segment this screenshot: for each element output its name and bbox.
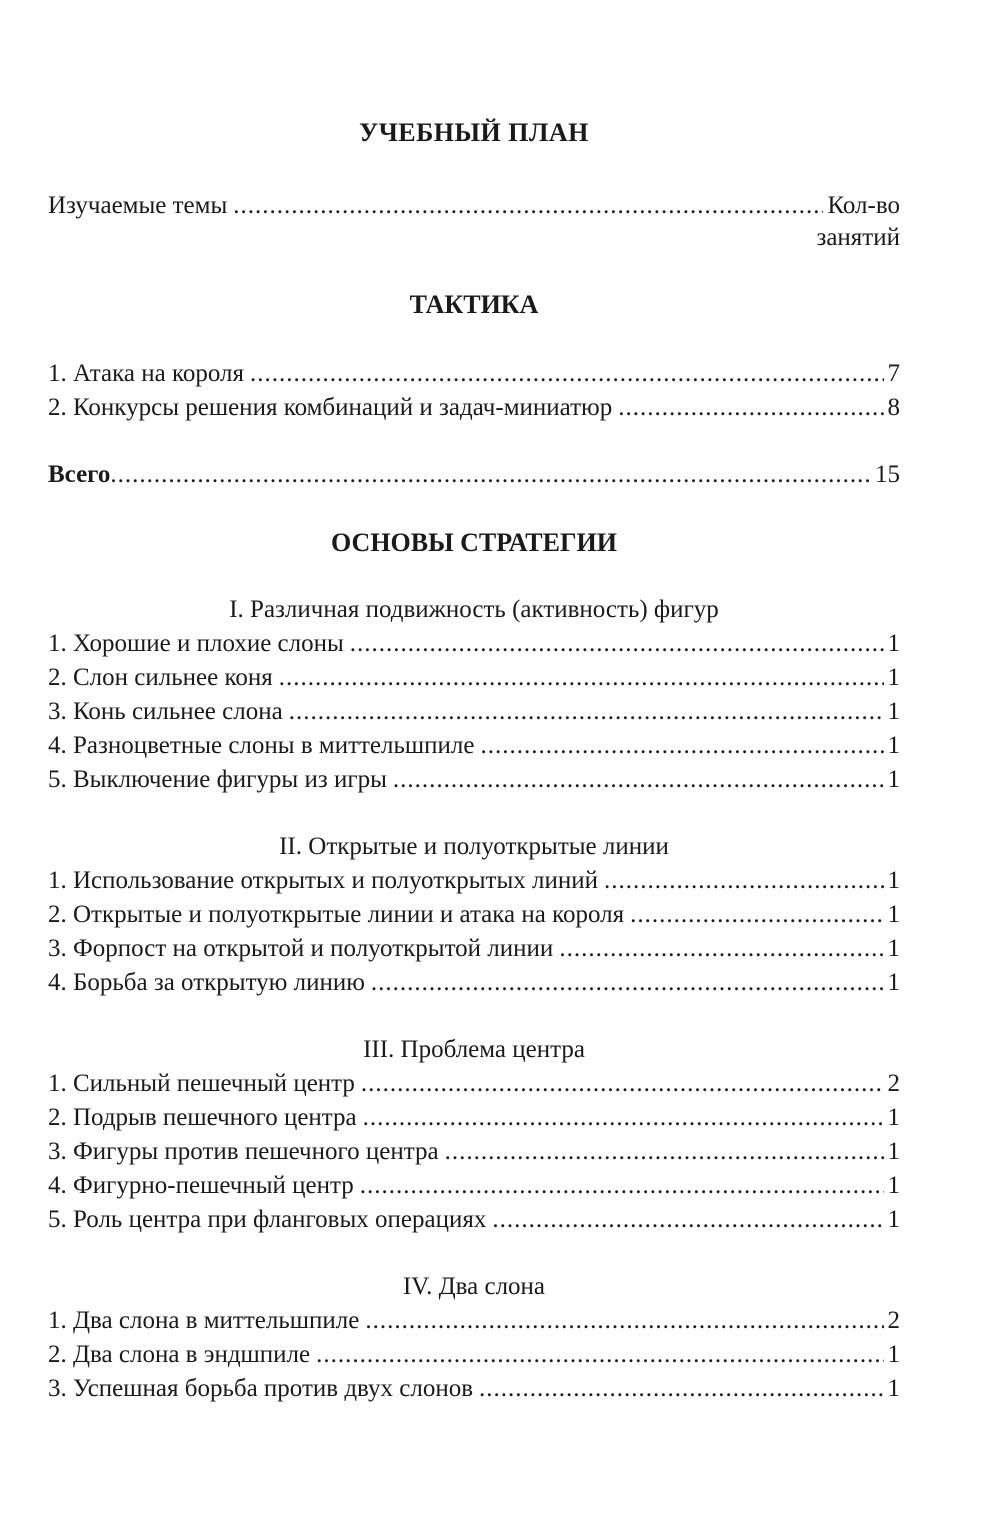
- table-row: [48, 1172, 900, 1200]
- lesson-count: 2: [887, 1307, 900, 1334]
- table-row: [48, 901, 900, 929]
- leader-dots: [250, 360, 884, 388]
- leader-dots: [360, 1172, 884, 1200]
- table-row: [48, 1104, 900, 1132]
- section-title-tactics: ТАКТИКА: [409, 290, 539, 319]
- leader-dots: [279, 664, 884, 692]
- leader-dots: [316, 1341, 883, 1369]
- table-row: [48, 969, 900, 997]
- lesson-count: 1: [887, 901, 900, 928]
- count-header-line2: занятий: [816, 224, 900, 251]
- lesson-count: 1: [887, 1206, 900, 1233]
- leader-dots: [350, 630, 884, 658]
- topic-label: 1. Сильный пешечный центр: [48, 1070, 355, 1097]
- lesson-count: 8: [887, 394, 900, 421]
- lesson-count: 1: [887, 1375, 900, 1402]
- section-title-strategy: ОСНОВЫ СТРАТЕГИИ: [331, 528, 617, 557]
- leader-dots: [618, 394, 883, 422]
- topic-label: 5. Выключение фигуры из игры: [48, 766, 387, 793]
- lesson-count: 1: [887, 698, 900, 725]
- lesson-count: 1: [887, 1138, 900, 1165]
- leader-dots: [365, 1307, 883, 1335]
- leader-dots: [289, 698, 884, 726]
- topic-label: 3. Успешная борьба против двух слонов: [48, 1375, 474, 1402]
- table-row: [48, 664, 900, 692]
- lesson-count: 7: [887, 360, 900, 387]
- lesson-count: 2: [887, 1070, 900, 1097]
- table-row: [48, 766, 900, 794]
- topic-label: 2. Слон сильнее коня: [48, 664, 273, 691]
- topic-label: 1. Атака на короля: [48, 360, 244, 387]
- topic-label: 3. Фигуры против пешечного центра: [48, 1138, 439, 1165]
- table-row: [48, 935, 900, 963]
- topic-label: 5. Роль центра при фланговых операциях: [48, 1206, 487, 1233]
- table-row: [48, 1341, 900, 1369]
- leader-dots: [492, 1206, 883, 1234]
- table-row: [48, 1375, 900, 1403]
- leader-dots: [361, 1070, 884, 1098]
- topic-label: 4. Борьба за открытую линию: [48, 969, 365, 996]
- leader-dots: [630, 901, 883, 929]
- column-header: [48, 192, 900, 220]
- leader-dots: [110, 461, 871, 489]
- lesson-count: 1: [887, 766, 900, 793]
- group-title: III. Проблема центра: [363, 1036, 585, 1063]
- topic-label: 3. Конь сильнее слона: [48, 698, 283, 725]
- table-row: [48, 630, 900, 658]
- table-row: [48, 360, 900, 388]
- lesson-count: 1: [887, 867, 900, 894]
- leader-dots: [479, 1375, 883, 1403]
- lesson-count: 1: [887, 1172, 900, 1199]
- leader-dots: [481, 732, 884, 760]
- lesson-count: 1: [887, 1341, 900, 1368]
- lesson-count: 1: [887, 935, 900, 962]
- lesson-count: 1: [887, 732, 900, 759]
- lesson-count: 1: [887, 1104, 900, 1131]
- leader-dots: [393, 766, 884, 794]
- topic-label: 3. Форпост на открытой и полуоткрытой линии: [48, 935, 554, 962]
- table-row: [48, 1307, 900, 1335]
- leader-dots: [371, 969, 884, 997]
- topic-label: 4. Фигурно-пешечный центр: [48, 1172, 354, 1199]
- page-title: УЧЕБНЫЙ ПЛАН: [359, 118, 589, 147]
- leader-dots: [233, 192, 823, 220]
- lesson-count: 1: [887, 664, 900, 691]
- total-row: [48, 461, 900, 489]
- table-row: [48, 1138, 900, 1166]
- lesson-count: 1: [887, 969, 900, 996]
- topic-label: 1. Два слона в миттельшпиле: [48, 1307, 360, 1334]
- leader-dots: [445, 1138, 884, 1166]
- topic-label: 2. Открытые и полуоткрытые линии и атака на короля: [48, 901, 625, 928]
- table-row: [48, 732, 900, 760]
- group-title: IV. Два слона: [402, 1273, 546, 1300]
- topic-label: 1. Хорошие и плохие слоны: [48, 630, 344, 657]
- topic-label: 2. Два слона в эндшпиле: [48, 1341, 311, 1368]
- topic-label: 2. Конкурсы решения комбинаций и задач-миниатюр: [48, 394, 613, 421]
- group-title: I. Различная подвижность (активность) фигур: [229, 596, 719, 623]
- topics-header: Изучаемые темы: [48, 192, 228, 219]
- table-row: [48, 394, 900, 422]
- lesson-count: 1: [887, 630, 900, 657]
- table-row: [48, 1206, 900, 1234]
- table-row: [48, 698, 900, 726]
- total-label: Всего: [48, 461, 111, 488]
- topic-label: 4. Разноцветные слоны в миттельшпиле: [48, 732, 475, 759]
- table-row: [48, 867, 900, 895]
- total-count: 15: [875, 461, 900, 488]
- topic-label: 2. Подрыв пешечного центра: [48, 1104, 357, 1131]
- count-header: Кол-во: [827, 192, 900, 219]
- leader-dots: [559, 935, 883, 963]
- table-row: [48, 1070, 900, 1098]
- leader-dots: [604, 867, 883, 895]
- topic-label: 1. Использование открытых и полуоткрытых линий: [48, 867, 599, 894]
- group-title: II. Открытые и полуоткрытые линии: [279, 833, 669, 860]
- leader-dots: [363, 1104, 884, 1132]
